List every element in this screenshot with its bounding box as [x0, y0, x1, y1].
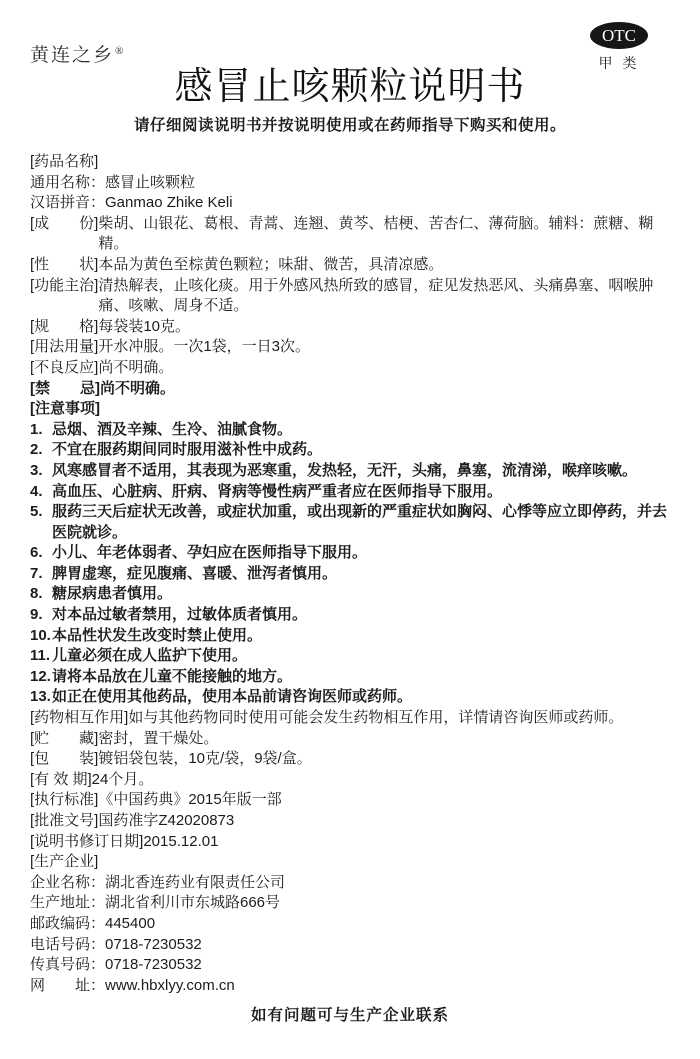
section-label: [有 效 期] [30, 770, 92, 788]
precaution-text: 脾胃虚寒，症见腹痛、喜暖、泄泻者慎用。 [52, 564, 338, 582]
section-label: [药物相互作用] [30, 709, 129, 727]
precaution-number: 12. [30, 667, 51, 685]
section-label: [用法用量] [30, 338, 99, 356]
otc-class-label: 甲 类 [598, 55, 640, 71]
precaution-item [30, 605, 670, 626]
section-validity-period [30, 770, 670, 791]
section-label: [批准文号] [30, 812, 99, 829]
section-revision-date [30, 832, 670, 853]
section-adverse-reactions [30, 358, 670, 379]
read-instructions-notice: 请仔细阅读说明书并按说明使用或在药师指导下购买和使用。 [133, 117, 566, 134]
section-label: [执行标准] [30, 791, 99, 809]
precaution-number: 2. [30, 441, 43, 459]
precaution-number: 3. [30, 461, 43, 479]
field-generic-name: 通用名称：感冒止咳颗粒 [30, 173, 196, 191]
field-production-address: 生产地址：湖北省利川市东城路666号 [30, 894, 281, 912]
section-label: [包 装] [30, 750, 99, 768]
precaution-text: 高血压、心脏病、肝病、肾病等慢性病严重者应在医师指导下服用。 [52, 482, 503, 500]
leaflet-body [30, 152, 670, 996]
precaution-text: 请将本品放在儿童不能接触的地方。 [52, 667, 293, 685]
precaution-text: 糖尿病患者慎用。 [52, 585, 173, 603]
section-indications [30, 276, 670, 317]
precaution-item [30, 482, 670, 503]
page-title: 感冒止咳颗粒说明书 [174, 66, 526, 108]
section-label: [贮 藏] [30, 729, 99, 747]
field-pinyin: 汉语拼音：Ganmao Zhike Keli [30, 194, 233, 212]
section-text: 尚不明确。 [98, 358, 174, 376]
precaution-item [30, 440, 670, 461]
precaution-number: 4. [30, 482, 43, 500]
section-approval-number [30, 811, 670, 832]
section-dosage [30, 337, 670, 358]
precaution-text: 忌烟、酒及辛辣、生冷、油腻食物。 [52, 420, 293, 438]
section-label: [禁 忌] [30, 379, 100, 397]
section-contraindications [30, 379, 670, 400]
registered-trademark-icon: ® [115, 44, 124, 57]
section-packaging [30, 749, 670, 770]
section-text: 本品为黄色至棕黄色颗粒；味甜、微苦，具清凉感。 [98, 255, 444, 273]
precaution-item [30, 687, 670, 708]
section-text: 《中国药典》2015年版一部 [98, 791, 282, 809]
section-label: [说明书修订日期] [30, 832, 144, 850]
otc-badge [590, 22, 648, 49]
precaution-number: 7. [30, 564, 43, 582]
precaution-item [30, 584, 670, 605]
field-fax-number: 传真号码：0718-7230532 [30, 956, 202, 974]
precaution-text: 对本品过敏者禁用，过敏体质者慎用。 [52, 606, 308, 624]
section-label: [性 状] [30, 255, 99, 273]
section-text: 清热解表，止咳化痰。用于外感风热所致的感冒，症见发热恶风、头痛鼻塞、咽喉肿痛、咳嗽、周身不适。 [98, 276, 654, 315]
section-text: 2015.12.01 [143, 832, 219, 850]
section-character [30, 255, 670, 276]
section-label: [成 份] [30, 214, 99, 232]
precaution-item [30, 626, 670, 647]
section-executive-standard [30, 790, 670, 811]
precaution-number: 8. [30, 585, 43, 603]
field-phone-number: 电话号码：0718-7230532 [30, 935, 202, 953]
section-text: 开水冲服。一次1袋，一日3次。 [98, 338, 311, 356]
section-label: [不良反应] [30, 358, 99, 376]
precaution-number: 6. [30, 544, 43, 562]
section-heading-manufacturer: [生产企业] [30, 853, 99, 871]
precaution-item [30, 543, 670, 564]
contact-note: 如有问题可与生产企业联系 [250, 1007, 449, 1024]
precaution-item [30, 461, 670, 482]
precaution-number: 13. [30, 688, 51, 706]
precaution-item [30, 564, 670, 585]
precaution-number: 1. [30, 420, 43, 438]
precaution-text: 本品性状发生改变时禁止使用。 [52, 626, 263, 644]
precaution-number: 10. [30, 626, 51, 644]
section-text: 柴胡、山银花、葛根、青蒿、连翘、黄芩、桔梗、苦杏仁、薄荷脑。辅料：蔗糖、糊精。 [98, 214, 654, 253]
section-storage [30, 729, 670, 750]
precaution-text: 不宜在服药期间同时服用滋补性中成药。 [52, 441, 323, 459]
section-text: 镀铝袋包装，10克/袋，9袋/盒。 [98, 750, 312, 768]
precaution-text: 风寒感冒者不适用，其表现为恶寒重，发热轻，无汗，头痛，鼻塞，流清涕，喉痒咳嗽。 [52, 461, 638, 479]
precaution-item [30, 420, 670, 441]
section-text: 每袋装10克。 [98, 317, 191, 335]
section-drug-interactions [30, 708, 670, 729]
precaution-item [30, 502, 670, 543]
section-ingredients [30, 214, 670, 255]
section-label: [规 格] [30, 317, 99, 335]
precaution-item [30, 667, 670, 688]
section-text: 国药准字Z42020873 [98, 812, 235, 829]
precaution-text: 如正在使用其他药品，使用本品前请咨询医师或药师。 [52, 688, 413, 706]
field-company-name: 企业名称：湖北香连药业有限责任公司 [30, 873, 286, 891]
precaution-number: 5. [30, 503, 43, 521]
section-text: 密封，置干燥处。 [98, 729, 219, 747]
section-text: 如与其他药物同时使用可能会发生药物相互作用，详情请咨询医师或药师。 [128, 709, 624, 727]
section-text: 24个月。 [91, 770, 154, 788]
precaution-number: 11. [30, 647, 51, 665]
section-heading-precautions: [注意事项] [30, 400, 100, 418]
section-heading-drug-name: [药品名称] [30, 153, 99, 170]
brand-logo [30, 40, 123, 67]
precaution-item [30, 646, 670, 667]
precaution-text: 小儿、年老体弱者、孕妇应在医师指导下服用。 [52, 544, 368, 562]
otc-badge-label: OTC [602, 26, 636, 45]
section-specification [30, 317, 670, 338]
otc-area [582, 22, 656, 73]
field-website: 网 址：www.hbxlyy.com.cn [30, 976, 235, 994]
section-text: 尚不明确。 [100, 379, 176, 397]
field-postal-code: 邮政编码：445400 [30, 914, 156, 932]
section-label: [功能主治] [30, 276, 99, 294]
precaution-number: 9. [30, 606, 43, 624]
precaution-text: 儿童必须在成人监护下使用。 [52, 647, 248, 665]
brand-name: 黄连之乡 [30, 45, 115, 66]
precaution-text: 服药三天后症状无改善，或症状加重，或出现新的严重症状如胸闷、心悸等应立即停药，并去医院就诊。 [52, 503, 668, 541]
